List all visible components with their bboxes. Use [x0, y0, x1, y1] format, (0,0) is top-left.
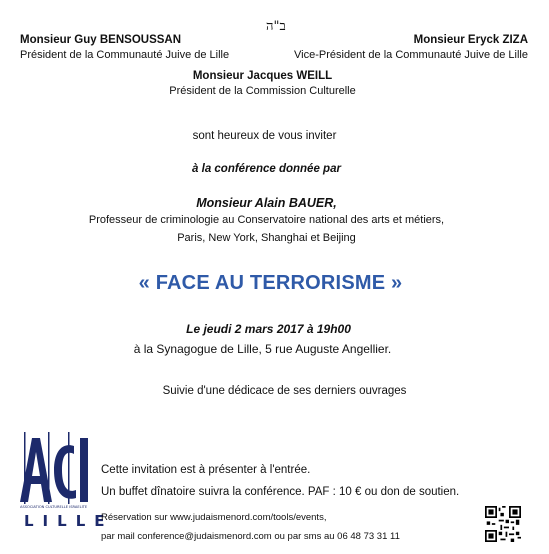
invite-line: sont heureux de vous inviter	[192, 130, 337, 142]
right-host-name: Monsieur Eryck ZIZA	[413, 34, 528, 46]
footer-line-buffet: Un buffet dînatoire suivra la conférence. PAF : 10 € ou don de soutien.	[101, 486, 460, 498]
left-host-role: Président de la Communauté Juive de Lille	[20, 49, 230, 61]
event-date: Le jeudi 2 mars 2017 à 19h00	[186, 322, 351, 336]
center-host-role: Président de la Commission Culturelle	[169, 85, 356, 97]
footer-line-contact: par mail conference@judaismenord.com ou par sms au 06 48 73 31 11	[101, 531, 400, 542]
dedication-note: Suivie d'une dédicace de ses derniers ouvrages	[162, 385, 407, 397]
event-venue: à la Synagogue de Lille, 5 rue Auguste Angellier.	[133, 342, 392, 356]
speaker-description-line-2: Paris, New York, Shanghai et Beijing	[177, 232, 356, 244]
footer-line-entry: Cette invitation est à présenter à l'entrée.	[101, 464, 311, 476]
conference-title: « FACE AU TERRORISME »	[138, 272, 403, 294]
speaker-description-line-1: Professeur de criminologie au Conservatoire national des arts et métiers,	[88, 214, 445, 226]
logo-city: LILLE	[24, 512, 114, 530]
logo-small-text: ASSOCIATION CULTURELLE ISRAELITE	[20, 505, 88, 509]
left-host-name: Monsieur Guy BENSOUSSAN	[20, 34, 182, 46]
footer-line-reservation: Réservation sur www.judaismenord.com/tools/events,	[101, 512, 327, 523]
qr-code	[485, 506, 521, 542]
center-host-name: Monsieur Jacques WEILL	[192, 70, 333, 82]
hebrew-blessing-mark: ב"ה	[266, 19, 286, 34]
conference-line: à la conférence donnée par	[192, 163, 341, 175]
right-host-role: Vice-Président de la Communauté Juive de Lille	[294, 49, 528, 61]
speaker-name: Monsieur Alain BAUER,	[196, 196, 337, 210]
